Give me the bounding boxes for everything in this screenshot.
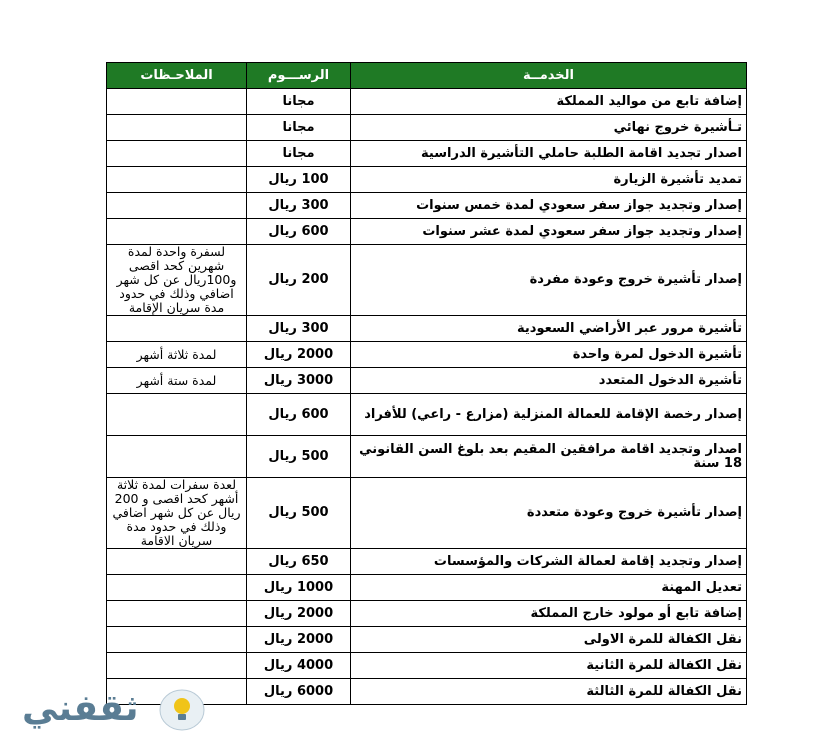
fee-cell: 3000 ريال [247, 368, 351, 394]
table-row [107, 245, 747, 316]
notes-cell [107, 141, 247, 167]
table-row [107, 316, 747, 342]
fee-cell: 300 ريال [247, 316, 351, 342]
notes-cell: لسفرة واحدة لمدة شهرين كحد اقصى و100ريال عن كل شهر اضافي وذلك في حدود مدة سريان الإقامة [107, 245, 247, 316]
notes-cell [107, 394, 247, 436]
fee-cell: 300 ريال [247, 193, 351, 219]
notes-cell [107, 167, 247, 193]
notes-cell [107, 193, 247, 219]
notes-cell [107, 219, 247, 245]
table-row [107, 575, 747, 601]
header-service: الخدمــة [351, 63, 747, 89]
fee-cell: 6000 ريال [247, 679, 351, 705]
notes-cell [107, 89, 247, 115]
service-cell: إضافة تابع أو مولود خارج المملكة [351, 601, 747, 627]
lightbulb-icon [160, 690, 204, 730]
header-fee: الرســـوم [247, 63, 351, 89]
fee-cell: مجانا [247, 141, 351, 167]
watermark-text: ثقفني [22, 688, 139, 729]
table-row [107, 219, 747, 245]
fee-cell: 2000 ريال [247, 627, 351, 653]
service-cell: تأشيرة مرور عبر الأراضي السعودية [351, 316, 747, 342]
fee-cell: 100 ريال [247, 167, 351, 193]
fee-cell: 600 ريال [247, 394, 351, 436]
notes-cell [107, 549, 247, 575]
fee-cell: 200 ريال [247, 245, 351, 316]
notes-cell: لعدة سفرات لمدة ثلاثة أشهر كحد اقصى و 200 ريال عن كل شهر اضافي وذلك في حدود مدة سريان الاقامة [107, 478, 247, 549]
table-header-row [107, 63, 747, 89]
notes-cell: لمدة ستة أشهر [107, 368, 247, 394]
table-row [107, 436, 747, 478]
fees-table [106, 62, 747, 705]
fee-cell: 2000 ريال [247, 342, 351, 368]
header-notes: الملاحـظات [107, 63, 247, 89]
service-cell: تمديد تأشيرة الزيارة [351, 167, 747, 193]
watermark-logo [12, 676, 212, 736]
fee-cell: 4000 ريال [247, 653, 351, 679]
fee-cell: 2000 ريال [247, 601, 351, 627]
fee-cell: 1000 ريال [247, 575, 351, 601]
notes-cell [107, 316, 247, 342]
service-cell: إصدار وتجديد جواز سفر سعودي لمدة خمس سنوات [351, 193, 747, 219]
service-cell: إضافة تابع من مواليد المملكة [351, 89, 747, 115]
table-row [107, 342, 747, 368]
table-row [107, 653, 747, 679]
notes-cell [107, 436, 247, 478]
service-cell: نقل الكفالة للمرة الثانية [351, 653, 747, 679]
fee-cell: 500 ريال [247, 436, 351, 478]
table-row [107, 601, 747, 627]
service-cell: تأشيرة الدخول لمرة واحدة [351, 342, 747, 368]
service-cell: تأشيرة الدخول المتعدد [351, 368, 747, 394]
service-cell: تـأشيرة خروج نهائي [351, 115, 747, 141]
table-row [107, 167, 747, 193]
notes-cell [107, 653, 247, 679]
table-row [107, 627, 747, 653]
table-row [107, 193, 747, 219]
table-row [107, 549, 747, 575]
table-row [107, 394, 747, 436]
fee-cell: 650 ريال [247, 549, 351, 575]
notes-cell [107, 627, 247, 653]
service-cell: إصدار رخصة الإقامة للعمالة المنزلية (مزارع - راعي) للأفراد [351, 394, 747, 436]
service-cell: نقل الكفالة للمرة الاولى [351, 627, 747, 653]
table-row [107, 141, 747, 167]
service-cell: اصدار وتجديد اقامة مرافقين المقيم بعد بلوغ السن القانوني 18 سنة [351, 436, 747, 478]
table-row [107, 368, 747, 394]
table-row [107, 115, 747, 141]
table-body [107, 89, 747, 705]
table-row [107, 478, 747, 549]
fee-cell: 600 ريال [247, 219, 351, 245]
service-cell: اصدار تجديد اقامة الطلبة حاملي التأشيرة الدراسية [351, 141, 747, 167]
notes-cell: لمدة ثلاثة أشهر [107, 342, 247, 368]
fee-cell: 500 ريال [247, 478, 351, 549]
service-cell: إصدار وتجديد إقامة لعمالة الشركات والمؤسسات [351, 549, 747, 575]
service-cell: إصدار تأشيرة خروج وعودة مفردة [351, 245, 747, 316]
service-cell: تعديل المهنة [351, 575, 747, 601]
service-cell: نقل الكفالة للمرة الثالثة [351, 679, 747, 705]
fee-cell: مجانا [247, 115, 351, 141]
notes-cell [107, 115, 247, 141]
notes-cell [107, 601, 247, 627]
fee-cell: مجانا [247, 89, 351, 115]
service-cell: إصدار تأشيرة خروج وعودة متعددة [351, 478, 747, 549]
table-row [107, 89, 747, 115]
notes-cell [107, 575, 247, 601]
service-cell: إصدار وتجديد جواز سفر سعودي لمدة عشر سنوات [351, 219, 747, 245]
